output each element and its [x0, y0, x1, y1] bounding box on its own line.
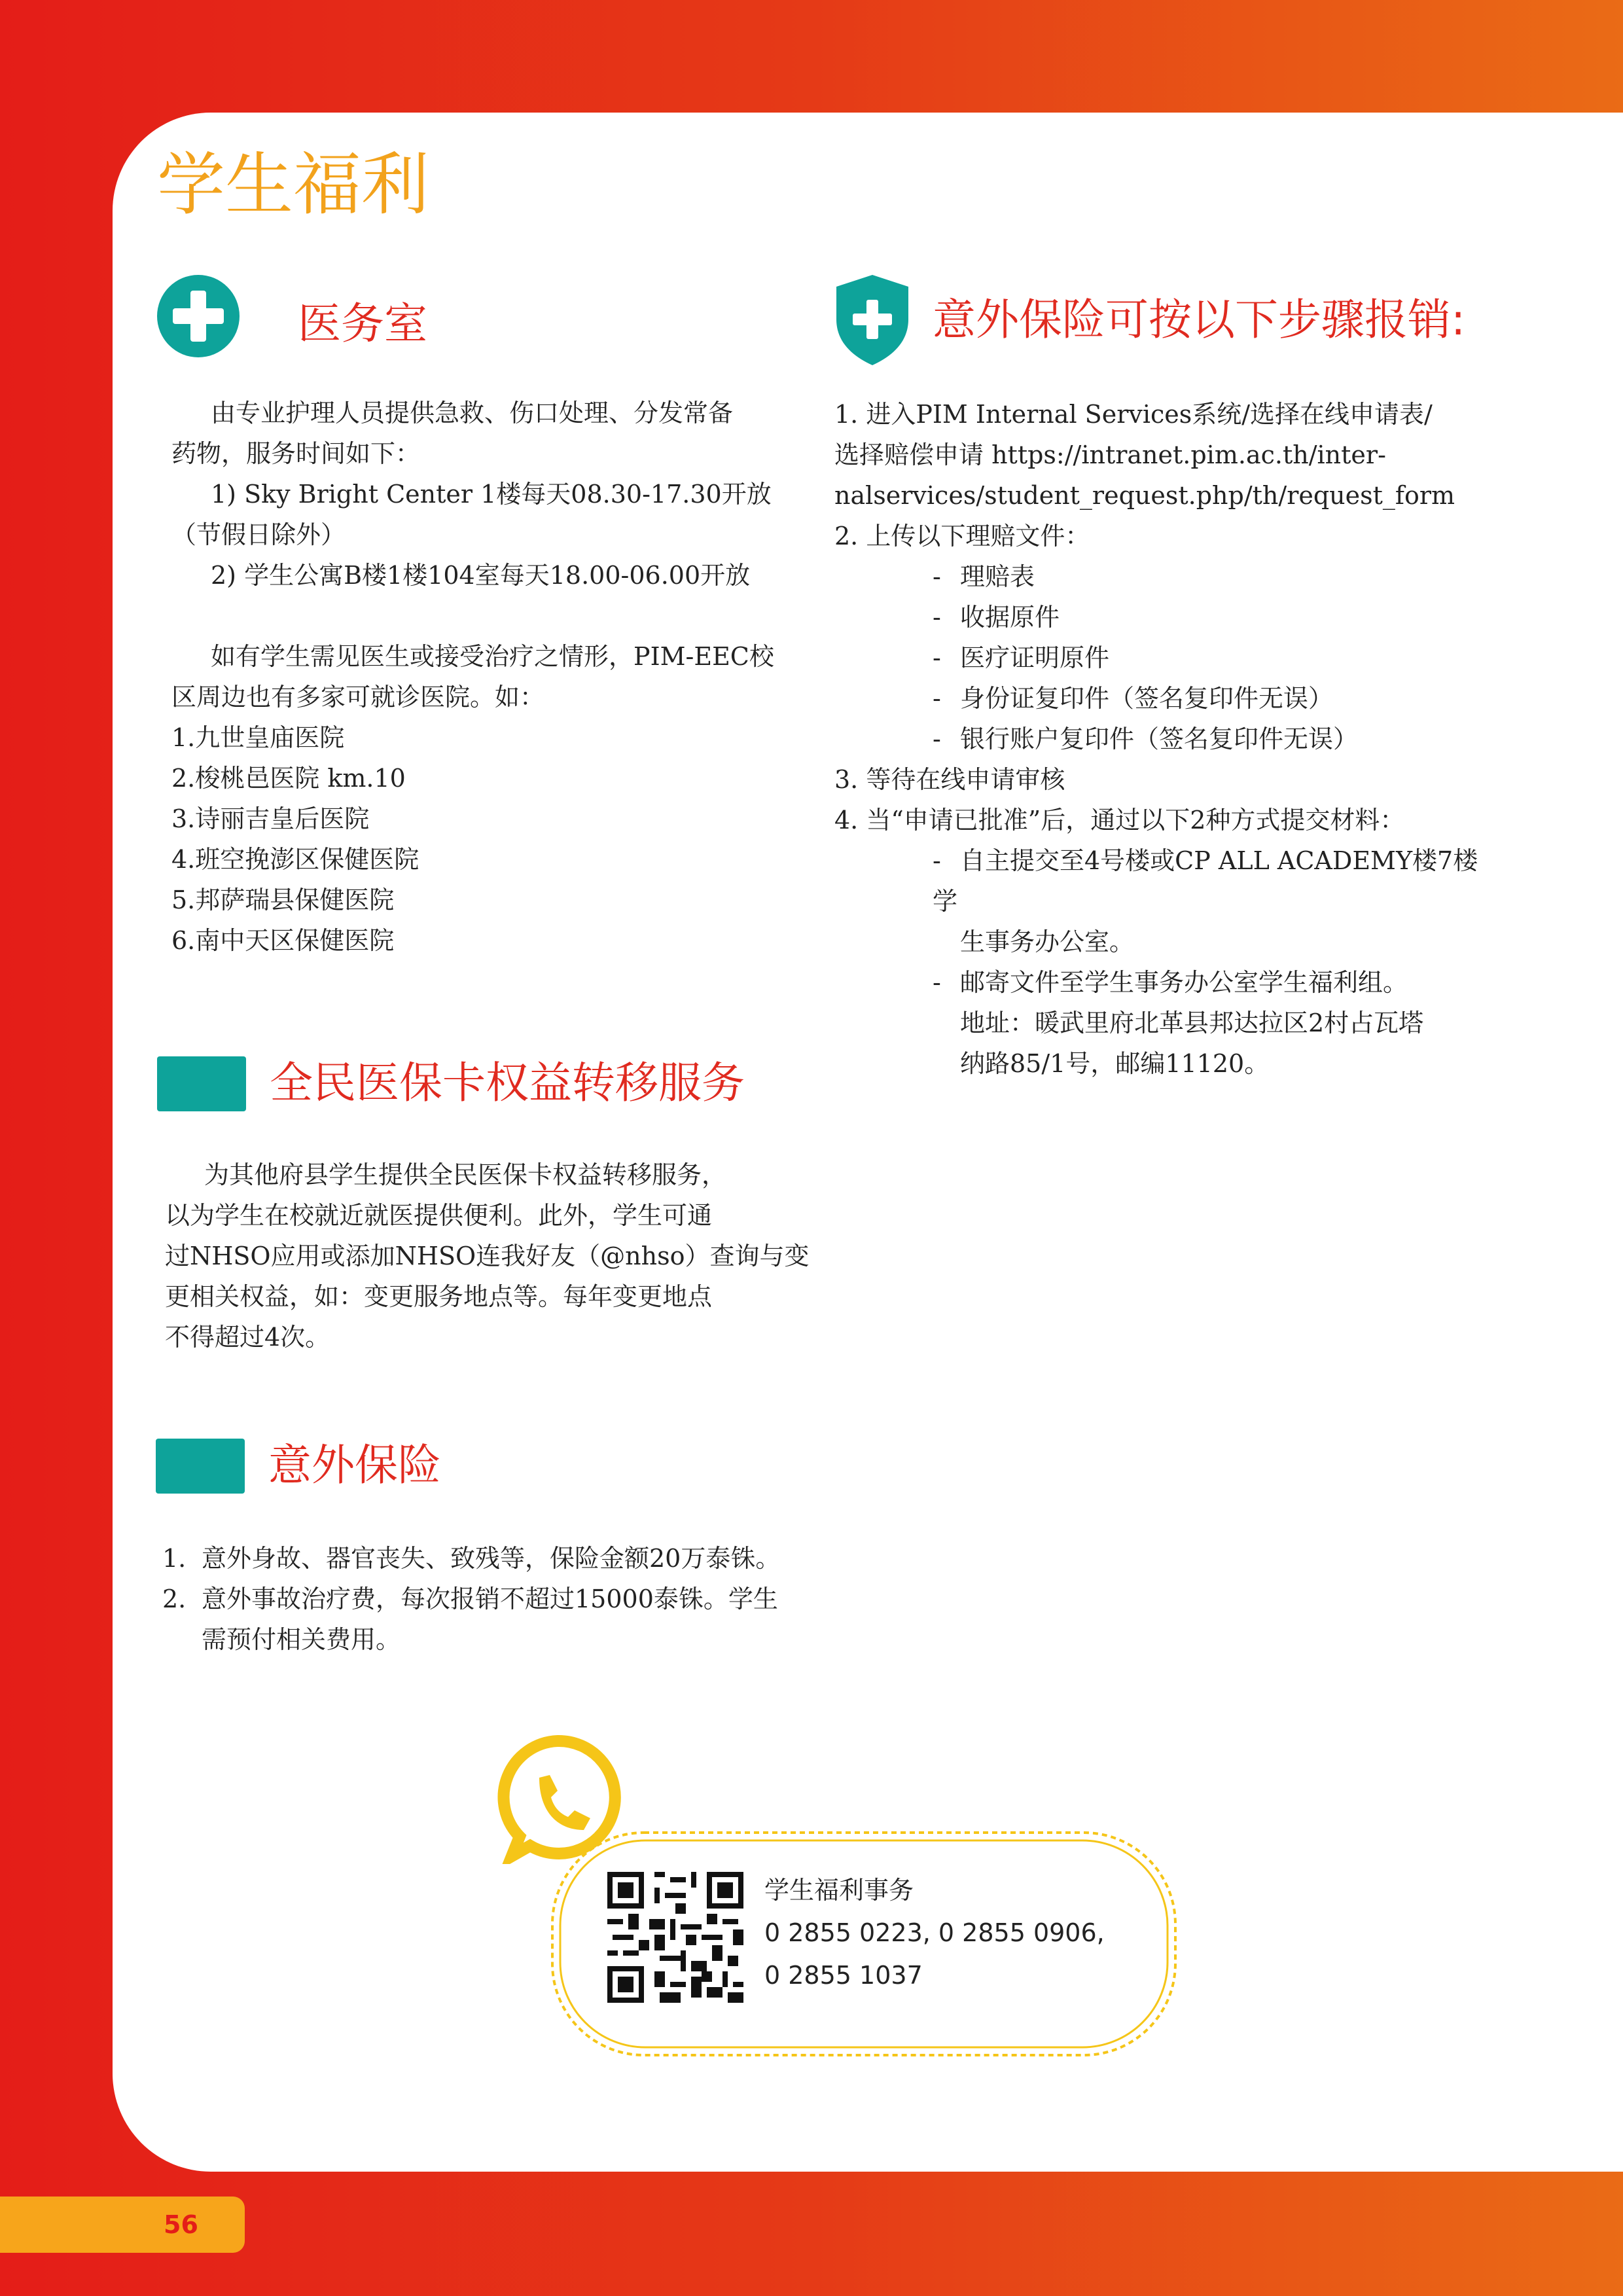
hospital-item: 6.南中天区保健医院 — [171, 926, 395, 955]
claim-step-1: 1. 进入PIM Internal Services系统/选择在线申请表/ — [834, 400, 1433, 429]
clinic-hours-1: 1) Sky Bright Center 1楼每天08.30-17.30开放 — [211, 480, 772, 509]
hospital-item: 1.九世皇庙医院 — [171, 723, 345, 752]
contact-phone: 0 2855 1037 — [764, 1961, 923, 1990]
contact-phone: 0 2855 0223, 0 2855 0906, — [764, 1918, 1105, 1947]
insurance-item-number: 1. — [162, 1544, 187, 1573]
claim-doc-item: 收据原件 — [960, 603, 1060, 632]
insurance-item-number: 2. — [162, 1585, 187, 1613]
claim-method-1: 自主提交至4号楼或CP ALL ACADEMY楼7楼学 — [933, 846, 1478, 916]
insurance-item-2: 意外事故治疗费，每次报销不超过15000泰铢。学生 — [202, 1585, 778, 1613]
claim-step-3: 3. 等待在线申请审核 — [834, 765, 1065, 794]
claim-body — [834, 394, 1489, 1084]
contact-title: 学生福利事务 — [764, 1876, 914, 1905]
clinic-body — [171, 393, 800, 961]
insurance-item-1: 意外身故、器官丧失、致残等，保险金额20万泰铢。 — [202, 1544, 781, 1573]
insurance-body — [162, 1538, 843, 1660]
nhso-line: 不得超过4次。 — [165, 1323, 330, 1352]
claim-title: 意外保险可按以下步骤报销: — [933, 295, 1466, 345]
claim-step-4: 4. 当“申请已批准”后，通过以下2种方式提交材料： — [834, 806, 1405, 834]
claim-step-1-link: 选择赔偿申请 https://intranet.pim.ac.th/inter- — [834, 440, 1386, 469]
phone-bubble-icon — [492, 1733, 623, 1864]
insurance-title: 意外保险 — [268, 1440, 441, 1490]
hospital-item: 5.邦萨瑞县保健医院 — [171, 886, 395, 914]
claim-method-2: 邮寄文件至学生事务办公室学生福利组。 — [960, 968, 1408, 997]
nhso-line: 为其他府县学生提供全民医保卡权益转移服务， — [204, 1160, 727, 1189]
page-title: 学生福利 — [157, 145, 430, 224]
claim-method-1-cont: 生事务办公室。 — [960, 927, 1135, 956]
contact-info — [764, 1869, 1105, 1997]
clinic-hours-1-note: （节假日除外） — [171, 520, 346, 549]
page-number: 56 — [164, 2210, 198, 2239]
insurance-item-2-cont: 需预付相关费用。 — [202, 1625, 401, 1654]
nhso-line: 过NHSO应用或添加NHSO连我好友（@nhso）查询与变 — [165, 1242, 810, 1270]
dash-bullet: - — [933, 725, 941, 753]
claim-method-2-address: 地址：暖武里府北革县邦达拉区2村占瓦塔 — [960, 1009, 1424, 1037]
claim-step-1-link-cont: nalservices/student_request.php/th/request_form — [834, 481, 1455, 510]
nhso-title: 全民医保卡权益转移服务 — [270, 1058, 745, 1108]
clinic-para-2a: 如有学生需见医生或接受治疗之情形，PIM-EEC校 — [211, 642, 774, 671]
clinic-title: 医务室 — [298, 298, 427, 349]
clinic-intro: 由专业护理人员提供急救、伤口处理、分发常备 — [211, 399, 734, 427]
clinic-intro-2: 药物，服务时间如下： — [171, 439, 421, 468]
nhso-body — [165, 1155, 819, 1357]
dash-bullet: - — [933, 643, 941, 672]
qr-code-icon — [607, 1872, 743, 2003]
hospital-item: 2.梭桃邑医院 km.10 — [171, 764, 406, 793]
hospital-item: 4.班空挽澎区保健医院 — [171, 845, 419, 874]
shield-cross-icon — [834, 274, 911, 367]
claim-doc-item: 医疗证明原件 — [960, 643, 1110, 672]
claim-doc-item: 身份证复印件（签名复印件无误） — [960, 684, 1334, 713]
dash-bullet: - — [933, 562, 941, 591]
claim-doc-item: 理赔表 — [960, 562, 1035, 591]
section-marker — [156, 1439, 245, 1494]
medical-cross-icon — [157, 275, 240, 357]
claim-method-2-address-cont: 纳路85/1号，邮编11120。 — [960, 1049, 1270, 1078]
dash-bullet: - — [933, 603, 941, 632]
hospital-item: 3.诗丽吉皇后医院 — [171, 804, 370, 833]
dash-bullet: - — [933, 968, 941, 997]
claim-step-2: 2. 上传以下理赔文件： — [834, 522, 1090, 550]
claim-doc-item: 银行账户复印件（签名复印件无误） — [960, 725, 1359, 753]
dash-bullet: - — [933, 684, 941, 713]
dash-bullet: - — [933, 846, 941, 875]
nhso-line: 更相关权益，如：变更服务地点等。每年变更地点 — [165, 1282, 713, 1311]
nhso-line: 以为学生在校就近就医提供便利。此外，学生可通 — [165, 1201, 713, 1230]
clinic-hours-2: 2) 学生公寓B楼1楼104室每天18.00-06.00开放 — [211, 561, 751, 590]
section-marker — [157, 1056, 246, 1111]
clinic-para-2b: 区周边也有多家可就诊医院。如： — [171, 683, 545, 711]
